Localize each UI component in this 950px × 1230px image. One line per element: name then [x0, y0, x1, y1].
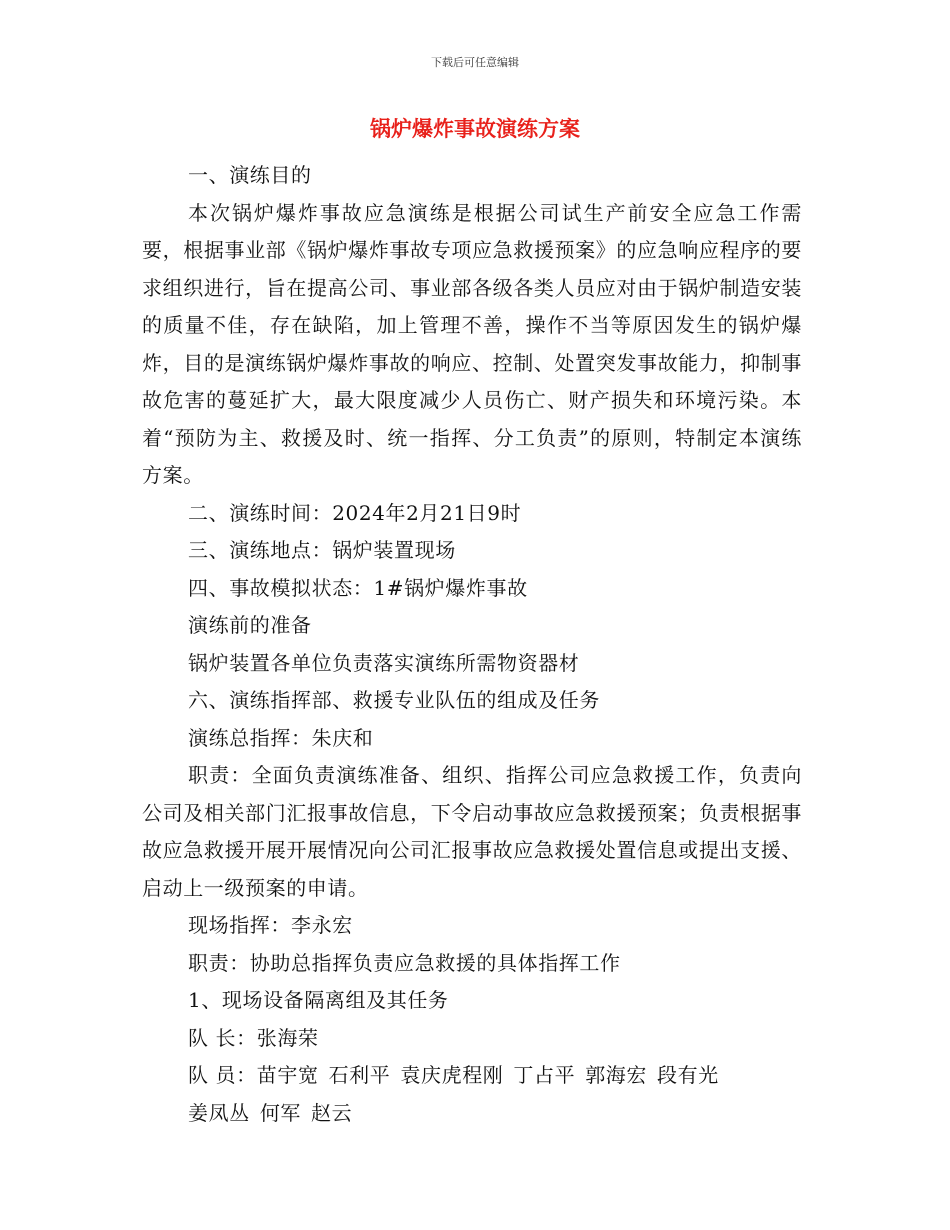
team1-member: 郭海宏 [585, 1063, 648, 1087]
team1-member: 袁庆虎程刚 [400, 1063, 504, 1087]
team1-member: 赵云 [311, 1100, 353, 1125]
drill-time: 二、演练时间：2024年2月21日9时 [188, 500, 522, 525]
document-title: 锅炉爆炸事故演练方案 [370, 117, 580, 141]
header-note: 下载后可任意编辑 [431, 56, 519, 69]
team1-member: 姜凤丛 [188, 1100, 250, 1125]
team1-members-line1 [142, 1057, 802, 1095]
prep-paragraph: 锅炉装置各单位负责落实演练所需物资器材 [188, 650, 580, 675]
team1-leader: 队 长：张海荣 [188, 1025, 319, 1050]
team1-members-label: 队 员： [188, 1063, 257, 1087]
team1-member: 段有光 [657, 1063, 719, 1087]
drill-location: 三、演练地点：锅炉装置现场 [188, 538, 456, 562]
purpose-paragraph: 本次锅炉爆炸事故应急演练是根据公司试生产前安全应急工作需要，根据事业部《锅炉爆炸事故专项应急救援预案》的应急响应程序的要求组织进行，旨在提高公司、事业部各级各类人员应对由于锅炉制造安装的质量不佳，存在缺陷，加上管理不善，操作不当等原因发生的锅炉爆炸，目的是演练锅炉爆炸事故的响应、控制、处置突发事故能力，抑制事故危害的蔓延扩大，最大限度减少人员伤亡、财产损失和环境污染。本着“预防为主、救援及时、统一指挥、分工负责”的原则，特制定本演练方案。 [142, 200, 802, 487]
chief-duty-paragraph: 职责：全面负责演练准备、组织、指挥公司应急救援工作，负责向公司及相关部门汇报事故信息，下令启动事故应急救援预案；负责根据事故应急救援开展开展情况向公司汇报事故应急救援处置信息或提出支援、启动上一级预案的申请。 [142, 763, 802, 900]
section-purpose-heading: 一、演练目的 [188, 163, 312, 187]
chief-commander: 演练总指挥：朱庆和 [188, 725, 374, 750]
site-commander: 现场指挥：李永宏 [188, 913, 353, 937]
accident-scenario: 四、事故模拟状态：1#锅炉爆炸事故 [188, 575, 528, 600]
command-heading: 六、演练指挥部、救援专业队伍的组成及任务 [188, 688, 600, 712]
team1-heading: 1、现场设备隔离组及其任务 [188, 988, 449, 1012]
team1-member: 何军 [259, 1100, 302, 1125]
prep-heading: 演练前的准备 [188, 613, 312, 637]
site-duty: 职责：协助总指挥负责应急救援的具体指挥工作 [188, 950, 621, 975]
team1-member: 丁占平 [513, 1063, 576, 1087]
team1-members-line2 [142, 1095, 802, 1133]
document-body [142, 157, 802, 1132]
team1-member: 苗宇宽 [256, 1063, 319, 1087]
team1-member: 石利平 [328, 1063, 391, 1087]
